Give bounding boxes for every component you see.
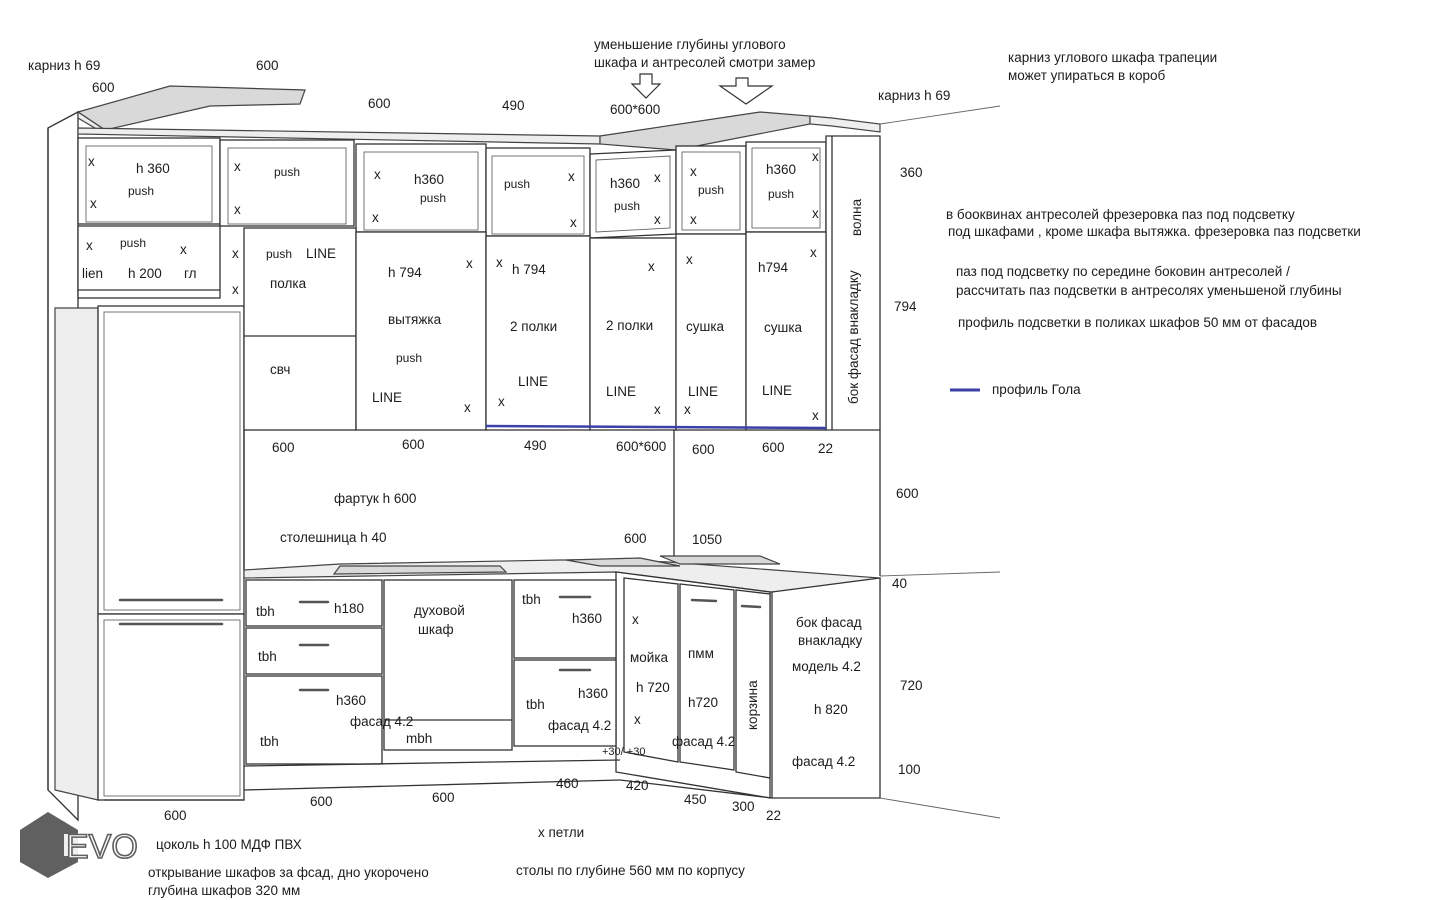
- upper-c1-x1: x: [88, 154, 95, 169]
- dim-h100: 100: [898, 762, 921, 777]
- footer-stoly: столы по глубине 560 мм по корпусу: [516, 863, 745, 878]
- wall-c1-line: LINE: [306, 246, 337, 261]
- bottom-dim-22: 22: [766, 808, 782, 823]
- wall-c2-vytyazhka: вытяжка: [388, 312, 442, 327]
- base-b3-tbh2: tbh: [526, 697, 545, 712]
- mid-dim-600c: 600: [692, 442, 715, 457]
- base-b6-korzina: корзина: [745, 680, 760, 730]
- left-small-h: h 200: [128, 266, 162, 281]
- fridge: [55, 306, 244, 800]
- base-b7-fasad: фасад 4.2: [792, 754, 856, 769]
- wall-c3-x2: x: [498, 394, 505, 409]
- wall-c2-push: push: [396, 351, 423, 365]
- base-b5-pmm: пмм: [688, 646, 714, 661]
- note-3: профиль подсветки в поликах шкафов 50 мм от фасадов: [958, 315, 1318, 330]
- note-arrows: [620, 72, 780, 108]
- upper-c6-push: push: [698, 183, 725, 197]
- mid-dim-600d: 600: [762, 440, 785, 455]
- base-b7-l1: бок фасад: [796, 615, 862, 630]
- base-b2-oven2: шкаф: [418, 622, 454, 637]
- apron-fartuk: фартук h 600: [334, 491, 417, 506]
- apron-stoleshnica: столешница h 40: [280, 530, 387, 545]
- cornice-left: [78, 86, 305, 134]
- wall-c5-line: LINE: [688, 384, 719, 399]
- wall-c1-svch: свч: [270, 362, 291, 377]
- legend-gola-line: [948, 383, 982, 397]
- footer-otkryvanie: открывание шкафов за фсад, дно укорочено: [148, 865, 429, 880]
- base-b3-tbh1: tbh: [522, 592, 541, 607]
- mid-dim-490: 490: [524, 438, 547, 453]
- dim-h360: 360: [900, 165, 923, 180]
- wall-c2-h: h 794: [388, 265, 422, 280]
- upper-c2-push: push: [274, 165, 301, 179]
- wall-c6-h: h794: [758, 260, 789, 275]
- upper-c5-h: h360: [610, 176, 641, 191]
- wall-c6-sushka: сушка: [764, 320, 803, 335]
- wall-c6-x2: x: [812, 408, 819, 423]
- base-b2-oven1: духовой: [414, 603, 465, 618]
- base-b3-h360b: h360: [578, 686, 609, 701]
- wall-c6-line: LINE: [762, 383, 793, 398]
- base-b1-tbh2: tbh: [258, 649, 277, 664]
- upper-c4-x1: x: [568, 169, 575, 184]
- left-small-gl: гл: [184, 266, 197, 281]
- upper-c3-x2: x: [372, 210, 379, 225]
- wall-c5-x2: x: [684, 402, 691, 417]
- base-b1-tbh3: tbh: [260, 734, 279, 749]
- dim-left-600: 600: [92, 80, 115, 95]
- left-small-cabinet: [78, 226, 220, 298]
- wall-c2-x1: x: [466, 256, 473, 271]
- base-b4-moyka: мойка: [630, 650, 669, 665]
- bottom-dim-450: 450: [684, 792, 707, 807]
- bottom-dim-600a: 600: [164, 808, 187, 823]
- upper-c5-x1: x: [654, 170, 661, 185]
- base-b1-h360: h360: [336, 693, 367, 708]
- base-b4-x1: x: [632, 612, 639, 627]
- upper-c2-x1: x: [234, 159, 241, 174]
- wall-c6-x1: x: [810, 245, 817, 260]
- upper-c7-x1: x: [812, 149, 819, 164]
- upper-c7-h: h360: [766, 162, 797, 177]
- wall-c1-x1: x: [232, 246, 239, 261]
- dim-h794: 794: [894, 299, 917, 314]
- wall-c3-h: h 794: [512, 262, 546, 277]
- wall-c2-line: LINE: [372, 390, 403, 405]
- dim-mid-600: 600: [368, 96, 391, 111]
- wall-c1-polka: полка: [270, 276, 307, 291]
- trap-note-1: карниз углового шкафа трапеции: [1008, 50, 1218, 65]
- base-b7-h820: h 820: [814, 702, 848, 717]
- apron-dim-1050: 1050: [692, 532, 723, 547]
- upper-c5-x2: x: [654, 212, 661, 227]
- note-1b: под шкафами , кроме шкафа вытяжка. фрезеровка паз подсветки: [948, 224, 1361, 239]
- evo-logo: [20, 812, 94, 878]
- dim-top-600x600: 600*600: [610, 102, 661, 117]
- bottom-dim-300: 300: [732, 799, 755, 814]
- wall-side-label: бок фасад внакладку: [846, 270, 861, 404]
- trap-note-2: может упираться в короб: [1008, 68, 1166, 83]
- base-b5-fasad: фасад 4.2: [672, 734, 736, 749]
- upper-c3-h: h360: [414, 172, 445, 187]
- base-b1-h180: h180: [334, 601, 365, 616]
- wall-c5-x1: x: [686, 252, 693, 267]
- upper-c7-x2: x: [812, 206, 819, 221]
- wall-c1-x2: x: [232, 282, 239, 297]
- apron-dim-600: 600: [624, 531, 647, 546]
- upper-c3-x1: x: [374, 167, 381, 182]
- corner-note-2: шкафа и антресолей смотри замер: [594, 55, 816, 70]
- mid-dim-600a: 600: [272, 440, 295, 455]
- left-small-lien: lien: [82, 266, 104, 281]
- wall-c4-x2: x: [654, 402, 661, 417]
- left-small-x1: x: [86, 238, 93, 253]
- dim-h600: 600: [896, 486, 919, 501]
- evo-logo-text: EVO: [66, 828, 138, 866]
- dim-h720: 720: [900, 678, 923, 693]
- left-small-push: push: [120, 236, 147, 250]
- base-b7-l2: внакладку: [798, 633, 863, 648]
- upper-c5-push: push: [614, 199, 641, 213]
- base-b7-model: модель 4.2: [792, 659, 861, 674]
- legend-gola-label: профиль Гола: [992, 382, 1081, 397]
- mid-dim-22: 22: [818, 441, 834, 456]
- karniz-left-label: карниз h 69: [28, 58, 101, 73]
- wall-c3-x1: x: [496, 255, 503, 270]
- wall-c4-line: LINE: [606, 384, 637, 399]
- footer-glubina: глубина шкафов 320 мм: [148, 883, 301, 898]
- base-b4-h720: h 720: [636, 680, 670, 695]
- base-b2-mbh: mbh: [406, 731, 433, 746]
- footer-tsokol: цоколь h 100 МДФ ПВХ: [156, 837, 302, 852]
- upper-c6-x1: x: [690, 164, 697, 179]
- bottom-dim-600c: 600: [432, 790, 455, 805]
- upper-c1-x2: x: [90, 196, 97, 211]
- dim-top-490: 490: [502, 98, 525, 113]
- wall-c2-x2: x: [464, 400, 471, 415]
- upper-c4-push: push: [504, 177, 531, 191]
- bottom-dim-420: 420: [626, 778, 649, 793]
- upper-c1-push: push: [128, 184, 155, 198]
- wall-c3-polki: 2 полки: [510, 319, 558, 334]
- wall-c3-line: LINE: [518, 374, 549, 389]
- wall-c4-polki: 2 полки: [606, 318, 654, 333]
- bottom-petli: х петли: [538, 825, 585, 840]
- base-b4-offset: +30/ +30: [602, 746, 646, 758]
- base-b3-h360a: h360: [572, 611, 603, 626]
- wall-row: [244, 228, 826, 430]
- base-b1-tbh1: tbh: [256, 604, 275, 619]
- mid-dim-600b: 600: [402, 437, 425, 452]
- wall-c4-x1: x: [648, 259, 655, 274]
- upper-c4-x2: x: [570, 215, 577, 230]
- wall-c1-push: push: [266, 247, 293, 261]
- upper-c3-push: push: [420, 191, 447, 205]
- left-small-x2: x: [180, 242, 187, 257]
- base-b5-h720: h720: [688, 695, 719, 710]
- wall-c5-sushka: сушка: [686, 319, 725, 334]
- base-b3-fasad: фасад 4.2: [548, 718, 612, 733]
- corner-note-1: уменьшение глубины углового: [594, 37, 786, 52]
- note-1a: в бооквинах антресолей фрезеровка паз под подсветку: [946, 207, 1295, 222]
- upper-c7-push: push: [768, 187, 795, 201]
- karniz-right-label: карниз h 69: [878, 88, 951, 103]
- dim-top-600: 600: [256, 58, 279, 73]
- apron-area: [244, 430, 880, 576]
- upper-c2-x2: x: [234, 202, 241, 217]
- base-b1-fasad: фасад 4.2: [350, 714, 414, 729]
- bottom-dim-460: 460: [556, 776, 579, 791]
- upper-c1-h: h 360: [136, 161, 170, 176]
- bottom-dim-600b: 600: [310, 794, 333, 809]
- base-b4-x2: x: [634, 712, 641, 727]
- upper-side-volna: волна: [849, 198, 864, 236]
- upper-c6-x2: x: [690, 212, 697, 227]
- mid-dim-600x600: 600*600: [616, 439, 667, 454]
- dim-h40: 40: [892, 576, 908, 591]
- note-2b: рассчитать паз подсветки в антресолях уменьшеной глубины: [956, 283, 1342, 298]
- note-2a: паз под подсветку по середине боковин антресолей /: [956, 264, 1290, 279]
